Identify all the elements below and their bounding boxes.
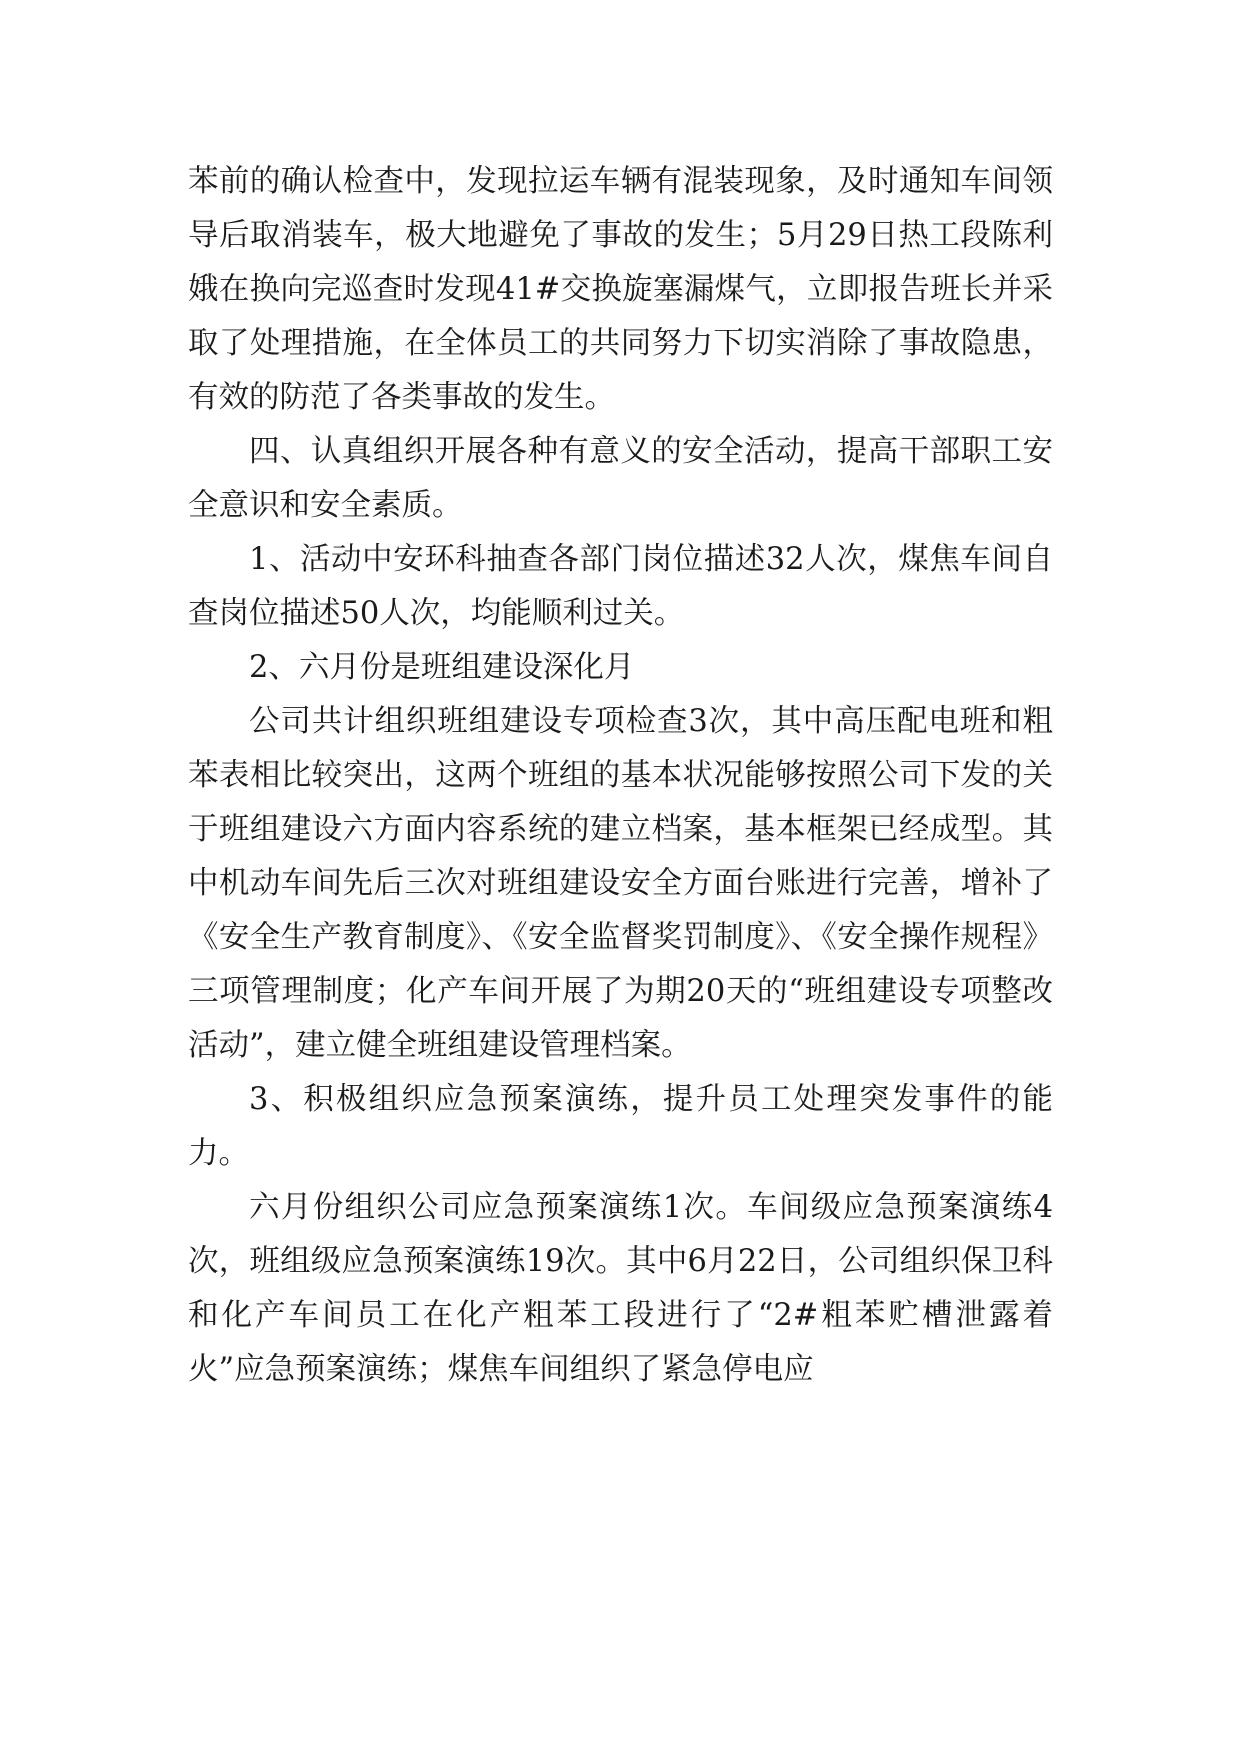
document-body xyxy=(188,155,1053,1397)
paragraph-2: 四、认真组织开展各种有意义的安全活动，提高干部职工安全意识和安全素质。 xyxy=(188,434,1053,523)
paragraph-3: 1、活动中安环科抽查各部门岗位描述32人次，煤焦车间自查岗位描述50人次，均能顺利过关。 xyxy=(188,542,1053,631)
paragraph-5: 公司共计组织班组建设专项检查3次，其中高压配电班和粗苯表相比较突出，这两个班组的基本状况能够按照公司下发的关于班组建设六方面内容系统的建立档案，基本框架已经成型。其中机动车间先后三次对班组建设安全方面台账进行完善，增补了《安全生产教育制度》、《安全监督奖罚制度》、《安全操作规程》三项管理制度；化产车间开展了为期20天的“班组建设专项整改活动”，建立健全班组建设管理档案。 xyxy=(188,704,1053,1063)
paragraph-4: 2、六月份是班组建设深化月 xyxy=(249,650,635,685)
paragraph-1: 苯前的确认检查中，发现拉运车辆有混装现象，及时通知车间领导后取消装车，极大地避免了事故的发生；5月29日热工段陈利娥在换向完巡查时发现41#交换旋塞漏煤气，立即报告班长并采取了处理措施，在全体员工的共同努力下切实消除了事故隐患，有效的防范了各类事故的发生。 xyxy=(188,164,1053,415)
paragraph-6: 3、积极组织应急预案演练，提升员工处理突发事件的能力。 xyxy=(188,1082,1053,1171)
paragraph-7: 六月份组织公司应急预案演练1次。车间级应急预案演练4次，班组级应急预案演练19次。其中6月22日，公司组织保卫科和化产车间员工在化产粗苯工段进行了“2#粗苯贮槽泄露着火”应急预案演练；煤焦车间组织了紧急停电应 xyxy=(188,1190,1053,1387)
